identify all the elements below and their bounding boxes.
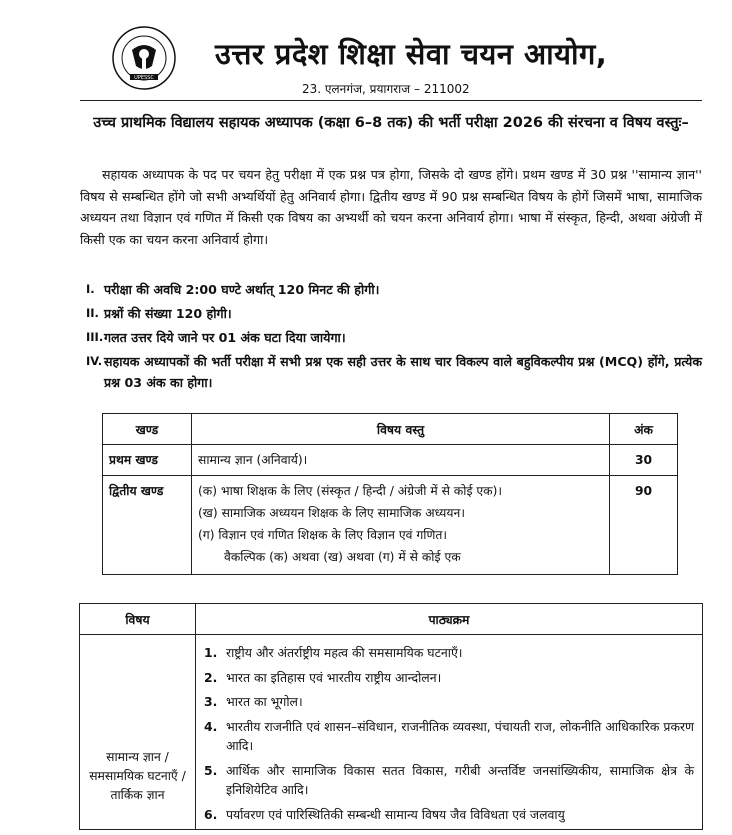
syllabus-item — [204, 692, 694, 712]
syllabus-item — [204, 643, 694, 663]
content-line: (क) भाषा शिक्षक के लिए (संस्कृत / हिन्दी / अंग्रेजी में से कोई एक)। — [198, 484, 503, 498]
marks-cell: 90 — [610, 476, 678, 575]
item-number: 5. — [204, 762, 218, 778]
header-marks: अंक — [610, 414, 678, 445]
optional-note: वैकल्पिक (क) अथवा (ख) अथवा (ग) में से कोई एक — [224, 550, 461, 564]
exam-rules-list — [86, 279, 702, 396]
rule-item — [86, 351, 702, 393]
item-number: 2. — [204, 669, 218, 685]
subject-cell — [80, 635, 196, 830]
item-text: भारत का इतिहास एवं भारतीय राष्ट्रीय आन्दोलन। — [226, 669, 442, 685]
content-line: (ख) सामाजिक अध्ययन शिक्षक के लिए सामाजिक अध्ययन। — [198, 506, 466, 520]
content-line: (ग) विज्ञान एवं गणित शिक्षक के लिए विज्ञान एवं गणित। — [198, 528, 448, 542]
header-content: विषय वस्तु — [192, 414, 610, 445]
rule-text: प्रश्नों की संख्या 120 होगी। — [104, 306, 232, 321]
table-row — [103, 445, 678, 476]
item-text: आर्थिक और सामाजिक विकास सतत विकास, गरीबी अन्तर्विष्ट जनसांख्यिकीय, सामाजिक क्षेत्र के इनिशियेटिव आदि। — [226, 762, 694, 797]
syllabus-cell — [196, 635, 703, 830]
item-number: 3. — [204, 694, 218, 709]
header-syllabus: पाठ्यक्रम — [196, 604, 703, 635]
intro-paragraph — [80, 164, 702, 250]
rule-item — [86, 303, 702, 324]
syllabus-table — [79, 603, 703, 830]
content-cell — [192, 445, 610, 476]
item-text: भारत का भूगोल। — [226, 694, 303, 709]
upessc-logo — [112, 26, 176, 90]
syllabus-item — [204, 668, 694, 688]
rule-text: परीक्षा की अवधि 2:00 घण्टे अर्थात् 120 मिनट की होगी। — [104, 282, 380, 297]
subject-text: सामान्य ज्ञान / समसामयिक घटनाएँ / तार्किक ज्ञान — [89, 750, 186, 802]
section-cell: द्वितीय खण्ड — [103, 476, 192, 575]
exam-structure-table — [102, 413, 678, 575]
syllabus-item — [204, 717, 694, 756]
rule-number: IV. — [86, 354, 103, 368]
section-cell: प्रथम खण्ड — [103, 445, 192, 476]
document-title: उच्च प्राथमिक विद्यालय सहायक अध्यापक (कक्षा 6–8 तक) की भर्ती परीक्षा 2026 की संरचना व विषय वस्तुः– — [93, 115, 689, 131]
intro-text: सहायक अध्यापक के पद पर चयन हेतु परीक्षा में एक प्रश्न पत्र होगा, जिसके दो खण्ड होंगे। प्रथम खण्ड में 30 प्रश्न ''सामान्य ज्ञान'' विषय से सम्बन्धित होंगे जो सभी अभ्यर्थियों हेतु अनिवार्य होगा। द्वितीय खण्ड में 90 प्रश्न सम्बन्धित विषय के होगें जिसमें भाषा, सामाजिक अध्ययन तथा विज्ञान एवं गणित में किसी एक विषय का अभ्यर्थी को चयन करना अनिवार्य होगा। भाषा में संस्कृत, हिन्दी, अथवा अंग्रेजी में किसी एक का चयन करना अनिवार्य होगा। — [80, 167, 702, 247]
rule-text: सहायक अध्यापकों की भर्ती परीक्षा में सभी प्रश्न एक सही उत्तर के साथ चार विकल्प वाले बहुविकल्पीय प्रश्न (MCQ) होंगे, प्रत्येक प्रश्न 03 अंक का होगा। — [104, 354, 702, 390]
content-cell — [192, 476, 610, 575]
item-text: पर्यावरण एवं पारिस्थितिकी सम्बन्धी सामान्य विषय जैव विविधता एवं जलवायु — [226, 806, 565, 822]
header-subject: विषय — [80, 604, 196, 635]
organization-name: उत्तर प्रदेश शिक्षा सेवा चयन आयोग, — [215, 37, 608, 71]
marks-cell: 30 — [610, 445, 678, 476]
syllabus-item — [204, 805, 694, 825]
rule-item — [86, 279, 702, 300]
item-number: 1. — [204, 645, 218, 660]
rule-item — [86, 327, 702, 348]
table-header-row — [80, 604, 703, 635]
table-row — [103, 476, 678, 575]
rule-number: I. — [86, 282, 95, 296]
rule-number: II. — [86, 306, 99, 320]
header-section: खण्ड — [103, 414, 192, 445]
svg-text:UPESSC: UPESSC — [134, 75, 154, 81]
item-number: 6. — [204, 806, 218, 822]
item-text: राष्ट्रीय और अंतर्राष्ट्रीय महत्व की समसामयिक घटनाएँ। — [226, 645, 463, 660]
table-row — [80, 635, 703, 830]
item-text: भारतीय राजनीति एवं शासन–संविधान, राजनीतिक व्यवस्था, पंचायती राज, लोकनीति आधिकारिक प्रकरण आदि। — [226, 718, 694, 753]
table-header-row — [103, 414, 678, 445]
rule-text: गलत उत्तर दिये जाने पर 01 अंक घटा दिया जायेगा। — [104, 330, 346, 345]
organization-address: 23. एलनगंज, प्रयागराज – 211002 — [302, 82, 470, 96]
content-line: सामान्य ज्ञान (अनिवार्य)। — [198, 453, 308, 467]
rule-number: III. — [86, 330, 104, 344]
letterhead — [80, 18, 702, 101]
syllabus-item — [204, 761, 694, 800]
item-number: 4. — [204, 718, 218, 734]
